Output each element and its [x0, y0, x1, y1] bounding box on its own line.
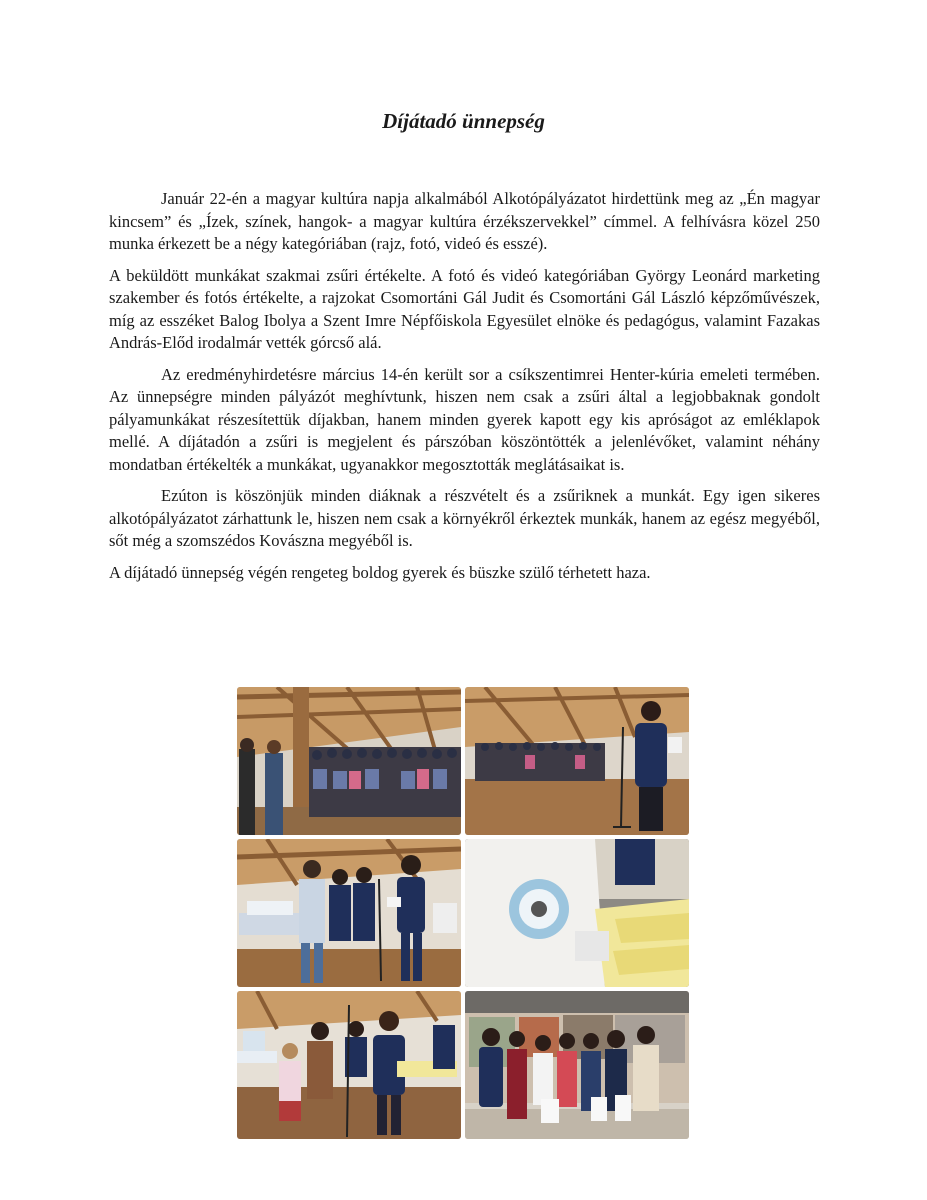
- paragraph-thanks: Ezúton is köszönjük minden diáknak a részvételt és a zsűriknek a munkát. Egy igen sikeres alkotópályázatot zárhattunk le, hiszen nem csak a környékről érkeztek munkák, hanem az egész megyéből, sőt még a szomszédos Kovászna megyéből is.: [109, 486, 820, 550]
- paragraph-ceremony: Az eredményhirdetésre március 14-én került sor a csíkszentimrei Henter-kúria emeleti termében. Az ünnepségre minden pályázót meghívtunk, hiszen nem csak a zsűri által a legjobbaknak gondolt pályamunkákat részesítettük díjakban, hanem minden gyerek kapott egy kis apróságot az emléklapok mellé. A díjátadón a zsűri is megjelent és párszóban köszöntötték a jelenlévőket, valamint néhány mondatban értékelték a munkákat, ugyanakkor megosztották meglátásaikat is.: [109, 364, 820, 474]
- photo-speaker-microphone: [465, 687, 689, 835]
- paragraph-closing: A díjátadó ünnepség végén rengeteg boldog gyerek és büszke szülő térhetett haza.: [109, 562, 651, 582]
- photo-students-diplomas: [237, 839, 461, 987]
- photo-collage: [237, 687, 689, 1139]
- photo-audience-hall: [237, 687, 461, 835]
- article-body: [109, 188, 820, 593]
- photo-girl-receiving-award: [237, 991, 461, 1139]
- photo-tote-bag-certificates: [465, 839, 689, 987]
- photo-group-tote-bags: [465, 991, 689, 1139]
- page-title: Díjátadó ünnepség: [382, 109, 545, 133]
- paragraph-intro: Január 22-én a magyar kultúra napja alkalmából Alkotópályázatot hirdettünk meg az „Én magyar kincsem” és „Ízek, színek, hangok- a magyar kultúra érzékszervekkel” címmel. A felhívásra közel 250 munka érkezett be a négy kategóriában (rajz, fotó, videó és esszé).: [109, 189, 820, 253]
- paragraph-jury: A beküldött munkákat szakmai zsűri értékelte. A fotó és videó kategóriában György Leonárd marketing szakember és fotós értékelte, a rajzokat Csomortáni Gál Judit és Csomortáni Gál László képzőművészek, míg az esszéket Balog Ibolya a Szent Imre Népfőiskola Egyesület elnöke és pedagógus, valamint Fazakas András-Előd irodalmár vették górcső alá.: [109, 265, 820, 352]
